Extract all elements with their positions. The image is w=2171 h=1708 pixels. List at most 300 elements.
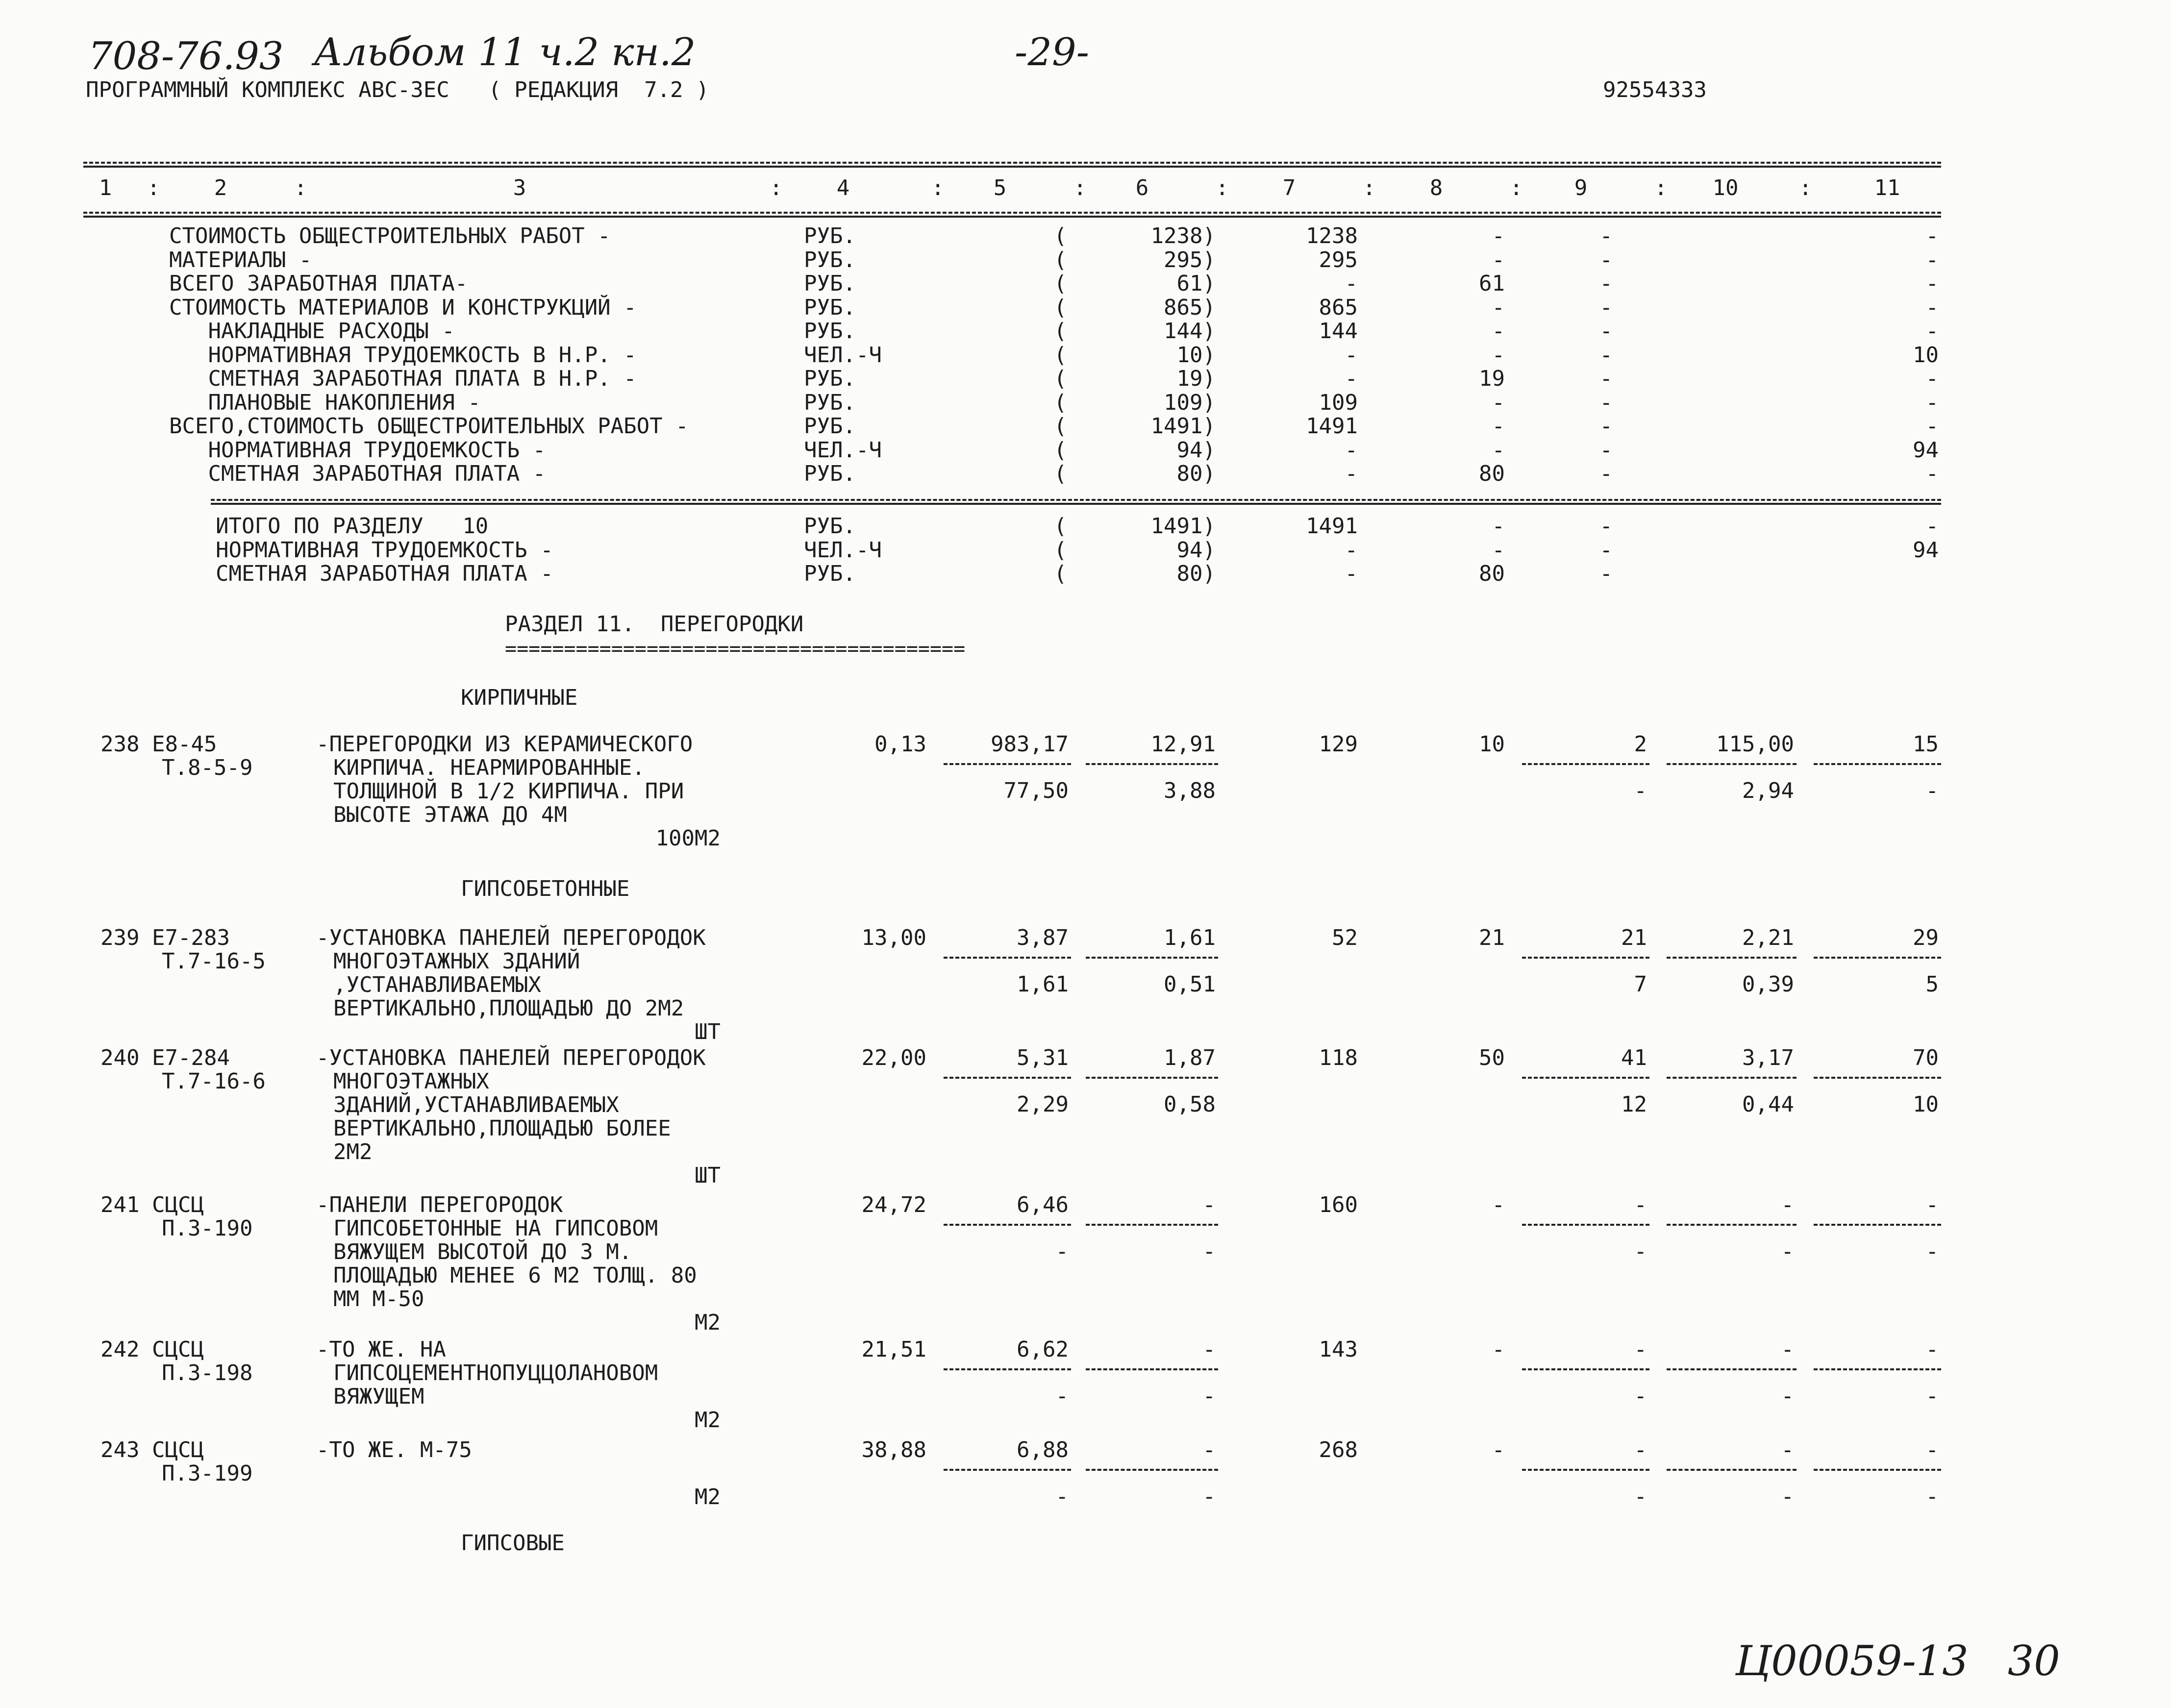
summary-rule-2	[211, 503, 1941, 505]
item-description-line: -УСТАНОВКА ПАНЕЛЕЙ ПЕРЕГОРОДОК	[316, 925, 706, 950]
summary-col9: -	[1599, 414, 1613, 439]
item-description-line: ВЕРТИКАЛЬНО,ПЛОЩАДЬЮ ДО 2М2	[333, 996, 684, 1021]
column-separator: :	[770, 175, 783, 200]
item-description-line: -ТО ЖЕ. НА	[316, 1337, 446, 1362]
item-col5: 6,88	[1017, 1437, 1069, 1462]
cell-divider	[944, 1224, 1071, 1226]
item-col8: 21	[1479, 925, 1505, 950]
paren-open: (	[1054, 461, 1067, 486]
item-description-line: ВЯЖУЩЕМ ВЫСОТОЙ ДО 3 М.	[333, 1239, 632, 1264]
paren-open: (	[1054, 247, 1067, 272]
item-number: 241	[100, 1192, 140, 1217]
item-description-line: ВЕРТИКАЛЬНО,ПЛОЩАДЬЮ БОЛЕЕ	[333, 1116, 671, 1141]
cell-divider	[1814, 1368, 1941, 1370]
item-qty: 21,51	[861, 1337, 926, 1362]
item-code-2: П.3-198	[162, 1361, 253, 1386]
paren-open: (	[1054, 223, 1067, 248]
item-description-line: МНОГОЭТАЖНЫХ ЗДАНИЙ	[333, 949, 580, 974]
item-code: СЦСЦ	[152, 1437, 204, 1462]
summary-col6: 80)	[1176, 561, 1216, 586]
item-col6-sub: 0,51	[1164, 972, 1216, 997]
summary-col9: -	[1599, 271, 1613, 296]
item-col5-sub: 2,29	[1017, 1092, 1069, 1117]
summary-col6: 19)	[1176, 366, 1216, 391]
summary-label: НОРМАТИВНАЯ ТРУДОЕМКОСТЬ -	[216, 537, 553, 563]
summary-col8: -	[1492, 295, 1505, 320]
column-separator: :	[1073, 175, 1087, 200]
summary-unit: РУБ.	[804, 319, 856, 344]
item-number: 242	[100, 1337, 140, 1362]
column-separator: :	[1654, 175, 1668, 200]
cell-divider	[1814, 1469, 1941, 1471]
column-separator: :	[1510, 175, 1523, 200]
item-col10: 115,00	[1716, 732, 1794, 757]
group-heading-gipsovye: ГИПСОВЫЕ	[461, 1531, 565, 1556]
column-number: 7	[1282, 175, 1296, 200]
summary-col6: 80)	[1176, 461, 1216, 486]
item-col10-sub: 0,44	[1742, 1092, 1794, 1117]
item-description-line: ТОЛЩИНОЙ В 1/2 КИРПИЧА. ПРИ	[333, 779, 684, 804]
summary-col9: -	[1599, 461, 1613, 486]
item-code-2: Т.7-16-6	[162, 1069, 266, 1094]
item-description-line: ГИПСОБЕТОННЫЕ НА ГИПСОВОМ	[333, 1216, 658, 1241]
summary-col8: -	[1492, 319, 1505, 344]
item-col5-sub: -	[1055, 1239, 1069, 1264]
summary-label: ПЛАНОВЫЕ НАКОПЛЕНИЯ -	[169, 390, 481, 415]
item-col10-sub: 2,94	[1742, 778, 1794, 803]
item-col7: 143	[1319, 1337, 1358, 1362]
item-unit: М2	[695, 1408, 721, 1433]
item-col11-sub: 10	[1913, 1092, 1939, 1117]
item-col10: -	[1781, 1192, 1794, 1217]
summary-col9: -	[1599, 537, 1613, 563]
item-code: Е7-284	[152, 1045, 230, 1070]
summary-col7: -	[1345, 366, 1358, 391]
item-col9: -	[1634, 1437, 1647, 1462]
column-number: 2	[214, 175, 227, 200]
summary-unit: РУБ.	[804, 223, 856, 248]
column-number: 10	[1712, 175, 1739, 200]
column-number: 6	[1135, 175, 1149, 200]
paren-open: (	[1054, 514, 1067, 539]
item-unit: ШТ	[695, 1019, 721, 1044]
item-col11: 29	[1913, 925, 1939, 950]
item-description-line: ГИПСОЦЕМЕНТНОПУЦЦОЛАНОВОМ	[333, 1361, 658, 1386]
summary-col7: 1491	[1306, 514, 1358, 539]
item-col6: -	[1202, 1192, 1216, 1217]
summary-col11: -	[1925, 247, 1939, 272]
summary-col8: 80	[1479, 461, 1505, 486]
item-col10-sub: -	[1781, 1384, 1794, 1409]
item-col11-sub: -	[1925, 1484, 1939, 1509]
item-col7: 129	[1319, 732, 1358, 757]
cell-divider	[1522, 1224, 1649, 1226]
handwritten-doc-number: 708-76.93	[88, 34, 284, 78]
item-col5-sub: 1,61	[1017, 972, 1069, 997]
item-description-line: -ТО ЖЕ. М-75	[316, 1437, 472, 1462]
cell-divider	[1667, 1469, 1797, 1471]
cell-divider	[944, 1368, 1071, 1370]
summary-col9: -	[1599, 295, 1613, 320]
summary-label: МАТЕРИАЛЫ -	[169, 247, 312, 272]
item-qty: 24,72	[861, 1192, 926, 1217]
summary-col11: -	[1925, 319, 1939, 344]
item-col5: 6,46	[1017, 1192, 1069, 1217]
summary-col11: -	[1925, 461, 1939, 486]
summary-col8: -	[1492, 537, 1505, 563]
item-number: 240	[100, 1045, 140, 1070]
item-unit: 100М2	[655, 826, 721, 851]
cell-divider	[1522, 1077, 1649, 1079]
summary-col7: 1238	[1306, 223, 1358, 248]
summary-col6: 865)	[1164, 295, 1216, 320]
handwritten-album: Альбом 11 ч.2 кн.2	[314, 30, 696, 74]
item-qty: 22,00	[861, 1045, 926, 1070]
summary-label: СМЕТНАЯ ЗАРАБОТНАЯ ПЛАТА В Н.Р. -	[169, 366, 637, 391]
item-col5-sub: 77,50	[1003, 778, 1069, 803]
cell-divider	[944, 763, 1071, 765]
item-col8: -	[1492, 1337, 1505, 1362]
summary-unit: РУБ.	[804, 295, 856, 320]
document-code: 92554333	[1603, 77, 1707, 102]
summary-label: ВСЕГО ЗАРАБОТНАЯ ПЛАТА-	[169, 271, 468, 296]
summary-col6: 1491)	[1150, 514, 1216, 539]
summary-col6: 1238)	[1150, 223, 1216, 248]
summary-label: НАКЛАДНЫЕ РАСХОДЫ -	[169, 319, 455, 344]
cell-divider	[1522, 763, 1649, 765]
paren-open: (	[1054, 295, 1067, 320]
summary-col9: -	[1599, 390, 1613, 415]
column-number: 3	[513, 175, 526, 200]
cell-divider	[1814, 1224, 1941, 1226]
summary-col8: 19	[1479, 366, 1505, 391]
item-qty: 13,00	[861, 925, 926, 950]
item-code: СЦСЦ	[152, 1337, 204, 1362]
cell-divider	[944, 957, 1071, 959]
summary-label: ВСЕГО,СТОИМОСТЬ ОБЩЕСТРОИТЕЛЬНЫХ РАБОТ -	[169, 414, 689, 439]
item-description-line: 2М2	[333, 1139, 373, 1164]
summary-col6: 94)	[1176, 537, 1216, 563]
item-description-line: ПЛОЩАДЬЮ МЕНЕЕ 6 М2 ТОЛЩ. 80	[333, 1263, 697, 1288]
item-col6-sub: -	[1202, 1384, 1216, 1409]
item-col10: 3,17	[1742, 1045, 1794, 1070]
item-col6: -	[1202, 1337, 1216, 1362]
item-col9: 21	[1621, 925, 1647, 950]
cell-divider	[1667, 1077, 1797, 1079]
header-rule-top	[83, 162, 1941, 164]
column-separator: :	[1363, 175, 1376, 200]
paren-open: (	[1054, 537, 1067, 563]
item-col6-sub: 3,88	[1164, 778, 1216, 803]
summary-col8: 61	[1479, 271, 1505, 296]
item-col9: 2	[1634, 732, 1647, 757]
paren-open: (	[1054, 437, 1067, 463]
summary-unit: ЧЕЛ.-Ч	[804, 537, 882, 563]
summary-col7: 865	[1319, 295, 1358, 320]
summary-col6: 10)	[1176, 342, 1216, 368]
cell-divider	[944, 1077, 1071, 1079]
column-number: 4	[836, 175, 850, 200]
summary-label: СТОИМОСТЬ МАТЕРИАЛОВ И КОНСТРУКЦИЙ -	[169, 295, 637, 320]
handwritten-footer: Ц00059-13 30	[1735, 1637, 2060, 1685]
summary-col9: -	[1599, 437, 1613, 463]
item-unit: М2	[695, 1485, 721, 1510]
summary-rule	[211, 499, 1941, 501]
cell-divider	[944, 1469, 1071, 1471]
summary-unit: ЧЕЛ.-Ч	[804, 342, 882, 368]
page-number: -29-	[1015, 30, 1089, 74]
summary-col7: -	[1345, 461, 1358, 486]
item-col9-sub: 12	[1621, 1092, 1647, 1117]
column-number: 11	[1874, 175, 1900, 200]
cell-divider	[1667, 1368, 1797, 1370]
paren-open: (	[1054, 561, 1067, 586]
item-col11: -	[1925, 1337, 1939, 1362]
item-number: 243	[100, 1437, 140, 1462]
summary-col7: 144	[1319, 319, 1358, 344]
item-col6: 1,87	[1164, 1045, 1216, 1070]
column-separator: :	[294, 175, 307, 200]
item-col6-sub: -	[1202, 1484, 1216, 1509]
item-col8: 10	[1479, 732, 1505, 757]
item-col10: -	[1781, 1337, 1794, 1362]
item-col11: 15	[1913, 732, 1939, 757]
summary-col8: -	[1492, 247, 1505, 272]
summary-col8: -	[1492, 514, 1505, 539]
cell-divider	[1814, 957, 1941, 959]
item-col10-sub: 0,39	[1742, 972, 1794, 997]
item-col9-sub: -	[1634, 1384, 1647, 1409]
item-description-line: МНОГОЭТАЖНЫХ	[333, 1069, 489, 1094]
paren-open: (	[1054, 319, 1067, 344]
summary-col11: -	[1925, 514, 1939, 539]
cell-divider	[1667, 1224, 1797, 1226]
cell-divider	[1086, 1224, 1218, 1226]
item-col10: -	[1781, 1437, 1794, 1462]
summary-col9: -	[1599, 223, 1613, 248]
summary-col11: -	[1925, 295, 1939, 320]
summary-unit: РУБ.	[804, 390, 856, 415]
column-number: 1	[99, 175, 112, 200]
paren-open: (	[1054, 390, 1067, 415]
item-description-line: ВЯЖУЩЕМ	[333, 1384, 424, 1409]
summary-col11: -	[1925, 390, 1939, 415]
item-col10-sub: -	[1781, 1484, 1794, 1509]
item-col6: -	[1202, 1437, 1216, 1462]
item-col7: 268	[1319, 1437, 1358, 1462]
paren-open: (	[1054, 271, 1067, 296]
summary-unit: РУБ.	[804, 461, 856, 486]
item-code-2: П.3-190	[162, 1216, 253, 1241]
cell-divider	[1522, 1469, 1649, 1471]
summary-col7: -	[1345, 271, 1358, 296]
summary-col7: -	[1345, 537, 1358, 563]
summary-col7: 109	[1319, 390, 1358, 415]
summary-col6: 295)	[1164, 247, 1216, 272]
summary-unit: РУБ.	[804, 514, 856, 539]
item-col6: 12,91	[1150, 732, 1216, 757]
summary-unit: РУБ.	[804, 561, 856, 586]
item-col9-sub: -	[1634, 1484, 1647, 1509]
paren-open: (	[1054, 414, 1067, 439]
item-description-line: ,УСТАНАВЛИВАЕМЫХ	[333, 972, 541, 997]
item-col9-sub: 7	[1634, 972, 1647, 997]
summary-unit: РУБ.	[804, 247, 856, 272]
summary-col8: -	[1492, 223, 1505, 248]
item-description-line: -ПЕРЕГОРОДКИ ИЗ КЕРАМИЧЕСКОГО	[316, 732, 693, 757]
summary-label: СТОИМОСТЬ ОБЩЕСТРОИТЕЛЬНЫХ РАБОТ -	[169, 223, 611, 248]
item-code-2: Т.7-16-5	[162, 949, 266, 974]
summary-unit: РУБ.	[804, 366, 856, 391]
summary-col7: 295	[1319, 247, 1358, 272]
header-rule-top-2	[83, 166, 1941, 168]
summary-label: ИТОГО ПО РАЗДЕЛУ 10	[216, 514, 489, 539]
cell-divider	[1086, 763, 1218, 765]
item-col11: -	[1925, 1192, 1939, 1217]
item-unit: М2	[695, 1310, 721, 1335]
column-number: 5	[993, 175, 1007, 200]
cell-divider	[1667, 957, 1797, 959]
summary-col11: 94	[1913, 537, 1939, 563]
column-separator: :	[147, 175, 160, 200]
summary-col7: 1491	[1306, 414, 1358, 439]
summary-col6: 109)	[1164, 390, 1216, 415]
cell-divider	[1667, 763, 1797, 765]
section-title: РАЗДЕЛ 11. ПЕРЕГОРОДКИ	[505, 612, 804, 637]
item-col11-sub: 5	[1925, 972, 1939, 997]
summary-label: НОРМАТИВНАЯ ТРУДОЕМКОСТЬ В Н.Р. -	[169, 342, 637, 368]
column-number: 9	[1574, 175, 1588, 200]
summary-col9: -	[1599, 561, 1613, 586]
summary-col7: -	[1345, 437, 1358, 463]
summary-unit: РУБ.	[804, 414, 856, 439]
item-col5: 6,62	[1017, 1337, 1069, 1362]
column-number: 8	[1429, 175, 1443, 200]
summary-col9: -	[1599, 366, 1613, 391]
header-rule-bottom-2	[83, 216, 1941, 218]
summary-unit: РУБ.	[804, 271, 856, 296]
summary-col11: -	[1925, 414, 1939, 439]
item-col11: 70	[1913, 1045, 1939, 1070]
item-qty: 0,13	[874, 732, 926, 757]
item-code-2: П.3-199	[162, 1461, 253, 1486]
summary-col6: 94)	[1176, 437, 1216, 463]
cell-divider	[1086, 1469, 1218, 1471]
summary-col9: -	[1599, 247, 1613, 272]
item-col10: 2,21	[1742, 925, 1794, 950]
cell-divider	[1522, 957, 1649, 959]
item-col6: 1,61	[1164, 925, 1216, 950]
item-col11: -	[1925, 1437, 1939, 1462]
item-code: Е7-283	[152, 925, 230, 950]
summary-col7: -	[1345, 342, 1358, 368]
item-col5-sub: -	[1055, 1384, 1069, 1409]
item-col11-sub: -	[1925, 1239, 1939, 1264]
summary-col7: -	[1345, 561, 1358, 586]
item-number: 239	[100, 925, 140, 950]
summary-col11: -	[1925, 223, 1939, 248]
summary-col8: -	[1492, 342, 1505, 368]
header-rule-bottom	[83, 212, 1941, 214]
summary-col9: -	[1599, 514, 1613, 539]
program-line: ПРОГРАММНЫЙ КОМПЛЕКС АВС-3ЕС ( РЕДАКЦИЯ 7.2 )	[86, 77, 709, 102]
item-col6-sub: 0,58	[1164, 1092, 1216, 1117]
item-col11-sub: -	[1925, 1384, 1939, 1409]
item-col9: 41	[1621, 1045, 1647, 1070]
item-unit: ШТ	[695, 1163, 721, 1188]
item-col8: -	[1492, 1192, 1505, 1217]
item-col6-sub: -	[1202, 1239, 1216, 1264]
item-col5: 3,87	[1017, 925, 1069, 950]
summary-col8: -	[1492, 414, 1505, 439]
paren-open: (	[1054, 366, 1067, 391]
item-col9-sub: -	[1634, 778, 1647, 803]
cell-divider	[1086, 1368, 1218, 1370]
summary-col11: -	[1925, 271, 1939, 296]
summary-col11: -	[1925, 366, 1939, 391]
item-qty: 38,88	[861, 1437, 926, 1462]
item-description-line: КИРПИЧА. НЕАРМИРОВАННЫЕ.	[333, 755, 645, 780]
paren-open: (	[1054, 342, 1067, 368]
item-col8: 50	[1479, 1045, 1505, 1070]
cell-divider	[1086, 1077, 1218, 1079]
group-heading-kirpichnye: КИРПИЧНЫЕ	[461, 685, 578, 710]
item-col10-sub: -	[1781, 1239, 1794, 1264]
cell-divider	[1086, 957, 1218, 959]
item-col5: 5,31	[1017, 1045, 1069, 1070]
item-col5-sub: -	[1055, 1484, 1069, 1509]
cell-divider	[1814, 763, 1941, 765]
cell-divider	[1814, 1077, 1941, 1079]
item-col7: 160	[1319, 1192, 1358, 1217]
item-col8: -	[1492, 1437, 1505, 1462]
item-description-line: ММ М-50	[333, 1287, 424, 1312]
item-description-line: -УСТАНОВКА ПАНЕЛЕЙ ПЕРЕГОРОДОК	[316, 1045, 706, 1070]
summary-col8: -	[1492, 390, 1505, 415]
item-col9: -	[1634, 1337, 1647, 1362]
summary-col8: 80	[1479, 561, 1505, 586]
summary-label: СМЕТНАЯ ЗАРАБОТНАЯ ПЛАТА -	[216, 561, 553, 586]
item-col7: 52	[1332, 925, 1358, 950]
column-separator: :	[1799, 175, 1812, 200]
section-underline: =======================================	[505, 638, 966, 660]
cell-divider	[1522, 1368, 1649, 1370]
summary-col9: -	[1599, 342, 1613, 368]
summary-label: НОРМАТИВНАЯ ТРУДОЕМКОСТЬ -	[169, 437, 546, 463]
summary-col6: 144)	[1164, 319, 1216, 344]
item-code: Е8-45	[152, 732, 217, 757]
item-code-2: Т.8-5-9	[162, 755, 253, 780]
summary-col11: 94	[1913, 437, 1939, 463]
item-col9-sub: -	[1634, 1239, 1647, 1264]
summary-col11: 10	[1913, 342, 1939, 368]
summary-col6: 61)	[1176, 271, 1216, 296]
item-code: СЦСЦ	[152, 1192, 204, 1217]
item-description-line: ЗДАНИЙ,УСТАНАВЛИВАЕМЫХ	[333, 1092, 619, 1117]
group-heading-gipsobetonnye: ГИПСОБЕТОННЫЕ	[461, 876, 630, 901]
item-description-line: -ПАНЕЛИ ПЕРЕГОРОДОК	[316, 1192, 563, 1217]
item-description-line: ВЫСОТЕ ЭТАЖА ДО 4М	[333, 802, 567, 827]
item-number: 238	[100, 732, 140, 757]
summary-col6: 1491)	[1150, 414, 1216, 439]
column-separator: :	[1216, 175, 1229, 200]
item-col7: 118	[1319, 1045, 1358, 1070]
item-col5: 983,17	[991, 732, 1069, 757]
summary-label: СМЕТНАЯ ЗАРАБОТНАЯ ПЛАТА -	[169, 461, 546, 486]
item-col11-sub: -	[1925, 778, 1939, 803]
column-separator: :	[931, 175, 945, 200]
summary-unit: ЧЕЛ.-Ч	[804, 437, 882, 463]
